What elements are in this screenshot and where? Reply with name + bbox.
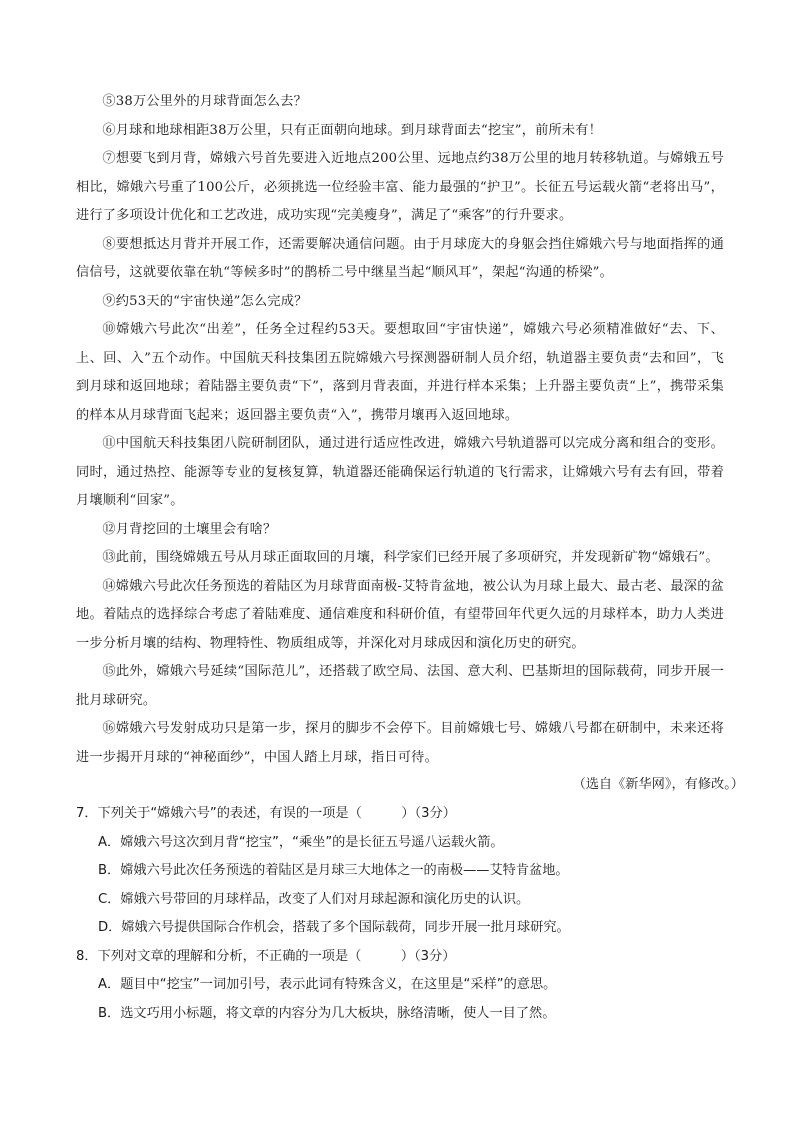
paragraph-8: ⑧要想抵达月背并开展工作，还需要解决通信问题。由于月球庞大的身躯会挡住嫦娥六号与地面指挥的通信信号，这就要依靠在轨“等候多时”的鹊桥二号中继星当起“顺风耳”，架起“沟通的桥梁”。	[76, 236, 724, 280]
question-7-stem: 7．下列关于“嫦娥六号”的表述，有误的一项是（ ）（3分）	[76, 806, 456, 821]
question-7-option-b: B．嫦娥六号此次任务预选的着陆区是月球三大地体之一的南极——艾特肯盆地。	[98, 863, 569, 878]
paragraph-12: ⑫月背挖回的土壤里会有啥？	[102, 521, 277, 537]
question-8-option-b: B．选文巧用小标题，将文章的内容分为几大板块，脉络清晰，使人一目了然。	[98, 1005, 556, 1021]
paragraph-13: ⑬此前，围绕嫦娥五号从月球正面取回的月壤，科学家们已经开展了多项研究，并发现新矿物“嫦娥石”。	[102, 550, 719, 565]
paragraph-10: ⑩嫦娥六号此次“出差”，任务全过程约53天。要想取回“宇宙快递”，嫦娥六号必须精准做好“去、下、上、回、入”五个动作。中国航天科技集团五院嫦娥六号探测器研制人员介绍，轨道器主要负责“去和回”，飞到月球和返回地球；着陆器主要负责“下”，落到月背表面，并进行样本采集；上升器主要负责“上”，携带采集的样本从月球背面飞起来；返回器主要负责“入”，携带月壤再入返回地球。	[76, 322, 724, 423]
paragraph-15: ⑮此外，嫦娥六号延续“国际范儿”，还搭载了欧空局、法国、意大利、巴基斯坦的国际载荷，同步开展一批月球研究。	[76, 664, 724, 708]
paragraph-5: ⑤38万公里外的月球背面怎么去？	[102, 94, 307, 109]
question-7-option-c: C．嫦娥六号带回的月球样品，改变了人们对月球起源和演化历史的认识。	[98, 891, 530, 907]
question-8-option-a: A．题目中“挖宝”一词加引号，表示此词有特殊含义，在这里是“采样”的意思。	[98, 977, 557, 992]
question-7-option-a: A．嫦娥六号这次到月背“挖宝”，“乘坐”的是长征五号遥八运载火箭。	[98, 834, 504, 850]
article-body	[76, 88, 724, 772]
paragraph-7: ⑦想要飞到月背，嫦娥六号首先要进入近地点200公里、远地点约38万公里的地月转移轨道。与嫦娥五号相比，嫦娥六号重了100公斤，必须挑选一位经验丰富、能力最强的“护卫”。长征五号运载火箭“老将出马”，进行了多项设计优化和工艺改进，成功实现“完美瘦身”，满足了“乘客”的行升要求。	[76, 151, 724, 223]
paragraph-9: ⑨约53天的“宇宙快递”怎么完成？	[102, 293, 308, 309]
question-7-option-d: D．嫦娥六号提供国际合作机会，搭载了多个国际载荷，同步开展一批月球研究。	[98, 920, 570, 935]
article-source: （选自《新华网》，有修改。）	[572, 777, 744, 792]
questions-section	[76, 800, 724, 1028]
paragraph-6: ⑥月球和地球相距38万公里，只有正面朝向地球。到月球背面去“挖宝”，前所未有！	[102, 122, 603, 138]
paragraph-16: ⑯嫦娥六号发射成功只是第一步，探月的脚步不会停下。目前嫦娥七号、嫦娥八号都在研制中，未来还将进一步揭开月球的“神秘面纱”，中国人踏上月球，指日可待。	[76, 721, 724, 765]
paragraph-14: ⑭嫦娥六号此次任务预选的着陆区为月球背面南极-艾特肯盆地，被公认为月球上最大、最古老、最深的盆地。着陆点的选择综合考虑了着陆难度、通信难度和科研价值，有望带回年代更久远的月球样本，助力人类进一步分析月壤的结构、物理特性、物质组成等，并深化对月球成因和演化历史的研究。	[76, 578, 724, 651]
paragraph-11: ⑪中国航天科技集团八院研制团队，通过进行适应性改进，嫦娥六号轨道器可以完成分离和组合的变形。同时，通过热控、能源等专业的复核复算，轨道器还能确保运行轨道的飞行需求，让嫦娥六号有去有回，带着月壤顺利“回家”。	[76, 436, 724, 508]
question-8-stem: 8．下列对文章的理解和分析，不正确的一项是（ ）（3分）	[76, 948, 456, 964]
